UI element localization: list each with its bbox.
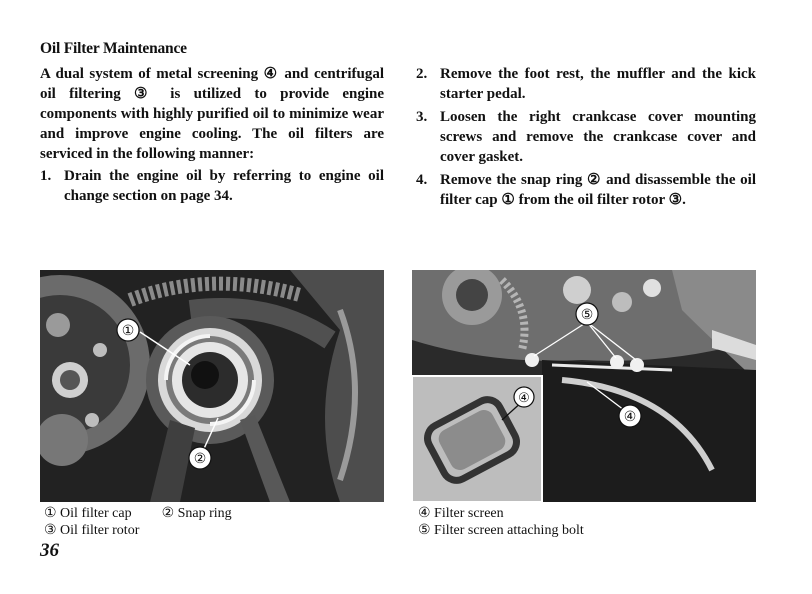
- caption-snap-ring: ② Snap ring: [161, 506, 232, 521]
- caption-oil-filter-rotor: ③ Oil filter rotor: [44, 523, 140, 538]
- caption-filter-screen-bolt: ⑤ Filter screen attaching bolt: [418, 523, 584, 538]
- step-2: [416, 64, 756, 104]
- step-text: Drain the engine oil by referring to engine oil change section on page 34.: [64, 168, 384, 204]
- step-text: Remove the snap ring ② and disassemble the oil filter cap ① from the oil filter rotor ③.: [440, 172, 756, 208]
- filter-screen-illustration: [412, 270, 756, 502]
- callout-5: ⑤: [580, 308, 594, 323]
- callout-4: ④: [623, 410, 637, 425]
- step-text: Remove the foot rest, the muffler and the kick starter pedal.: [440, 66, 756, 102]
- intro-paragraph: A dual system of metal screening ④ and centrifugal oil filtering ③ is utilized to provide engine components with highly purified oil to minimize wear and improve engine cooling. The oil filters are serviced in the following manner:: [40, 66, 384, 162]
- step-4: [416, 170, 756, 210]
- step-number: 2.: [416, 66, 428, 82]
- caption-row: [44, 505, 374, 522]
- caption-filter-screen: ④ Filter screen: [418, 506, 504, 521]
- caption-oil-filter-cap: ① Oil filter cap: [44, 506, 132, 521]
- callout-4-inset: ④: [518, 390, 530, 405]
- oil-filter-cap-illustration: [40, 270, 384, 502]
- step-3: [416, 107, 756, 167]
- left-photo-captions: [44, 505, 374, 539]
- step-number: 1.: [40, 168, 52, 184]
- caption-row: [44, 522, 374, 539]
- section-heading: Oil Filter Maintenance: [40, 40, 187, 57]
- step-text: Loosen the right crankcase cover mounting screws and remove the crankcase cover and cover gasket.: [440, 109, 756, 165]
- oil-filter-cap-photo: [40, 270, 384, 502]
- caption-row: [418, 505, 748, 522]
- filter-screen-photo: [412, 270, 756, 502]
- right-photo-captions: [418, 505, 748, 539]
- callout-1: ①: [121, 324, 135, 339]
- callout-2: ②: [193, 452, 207, 467]
- left-text-column: [40, 64, 384, 209]
- step-number: 3.: [416, 109, 428, 125]
- right-text-column: [416, 64, 756, 213]
- caption-row: [418, 522, 748, 539]
- page-number: 36: [40, 540, 59, 561]
- step-number: 4.: [416, 172, 428, 188]
- step-1: [40, 166, 384, 206]
